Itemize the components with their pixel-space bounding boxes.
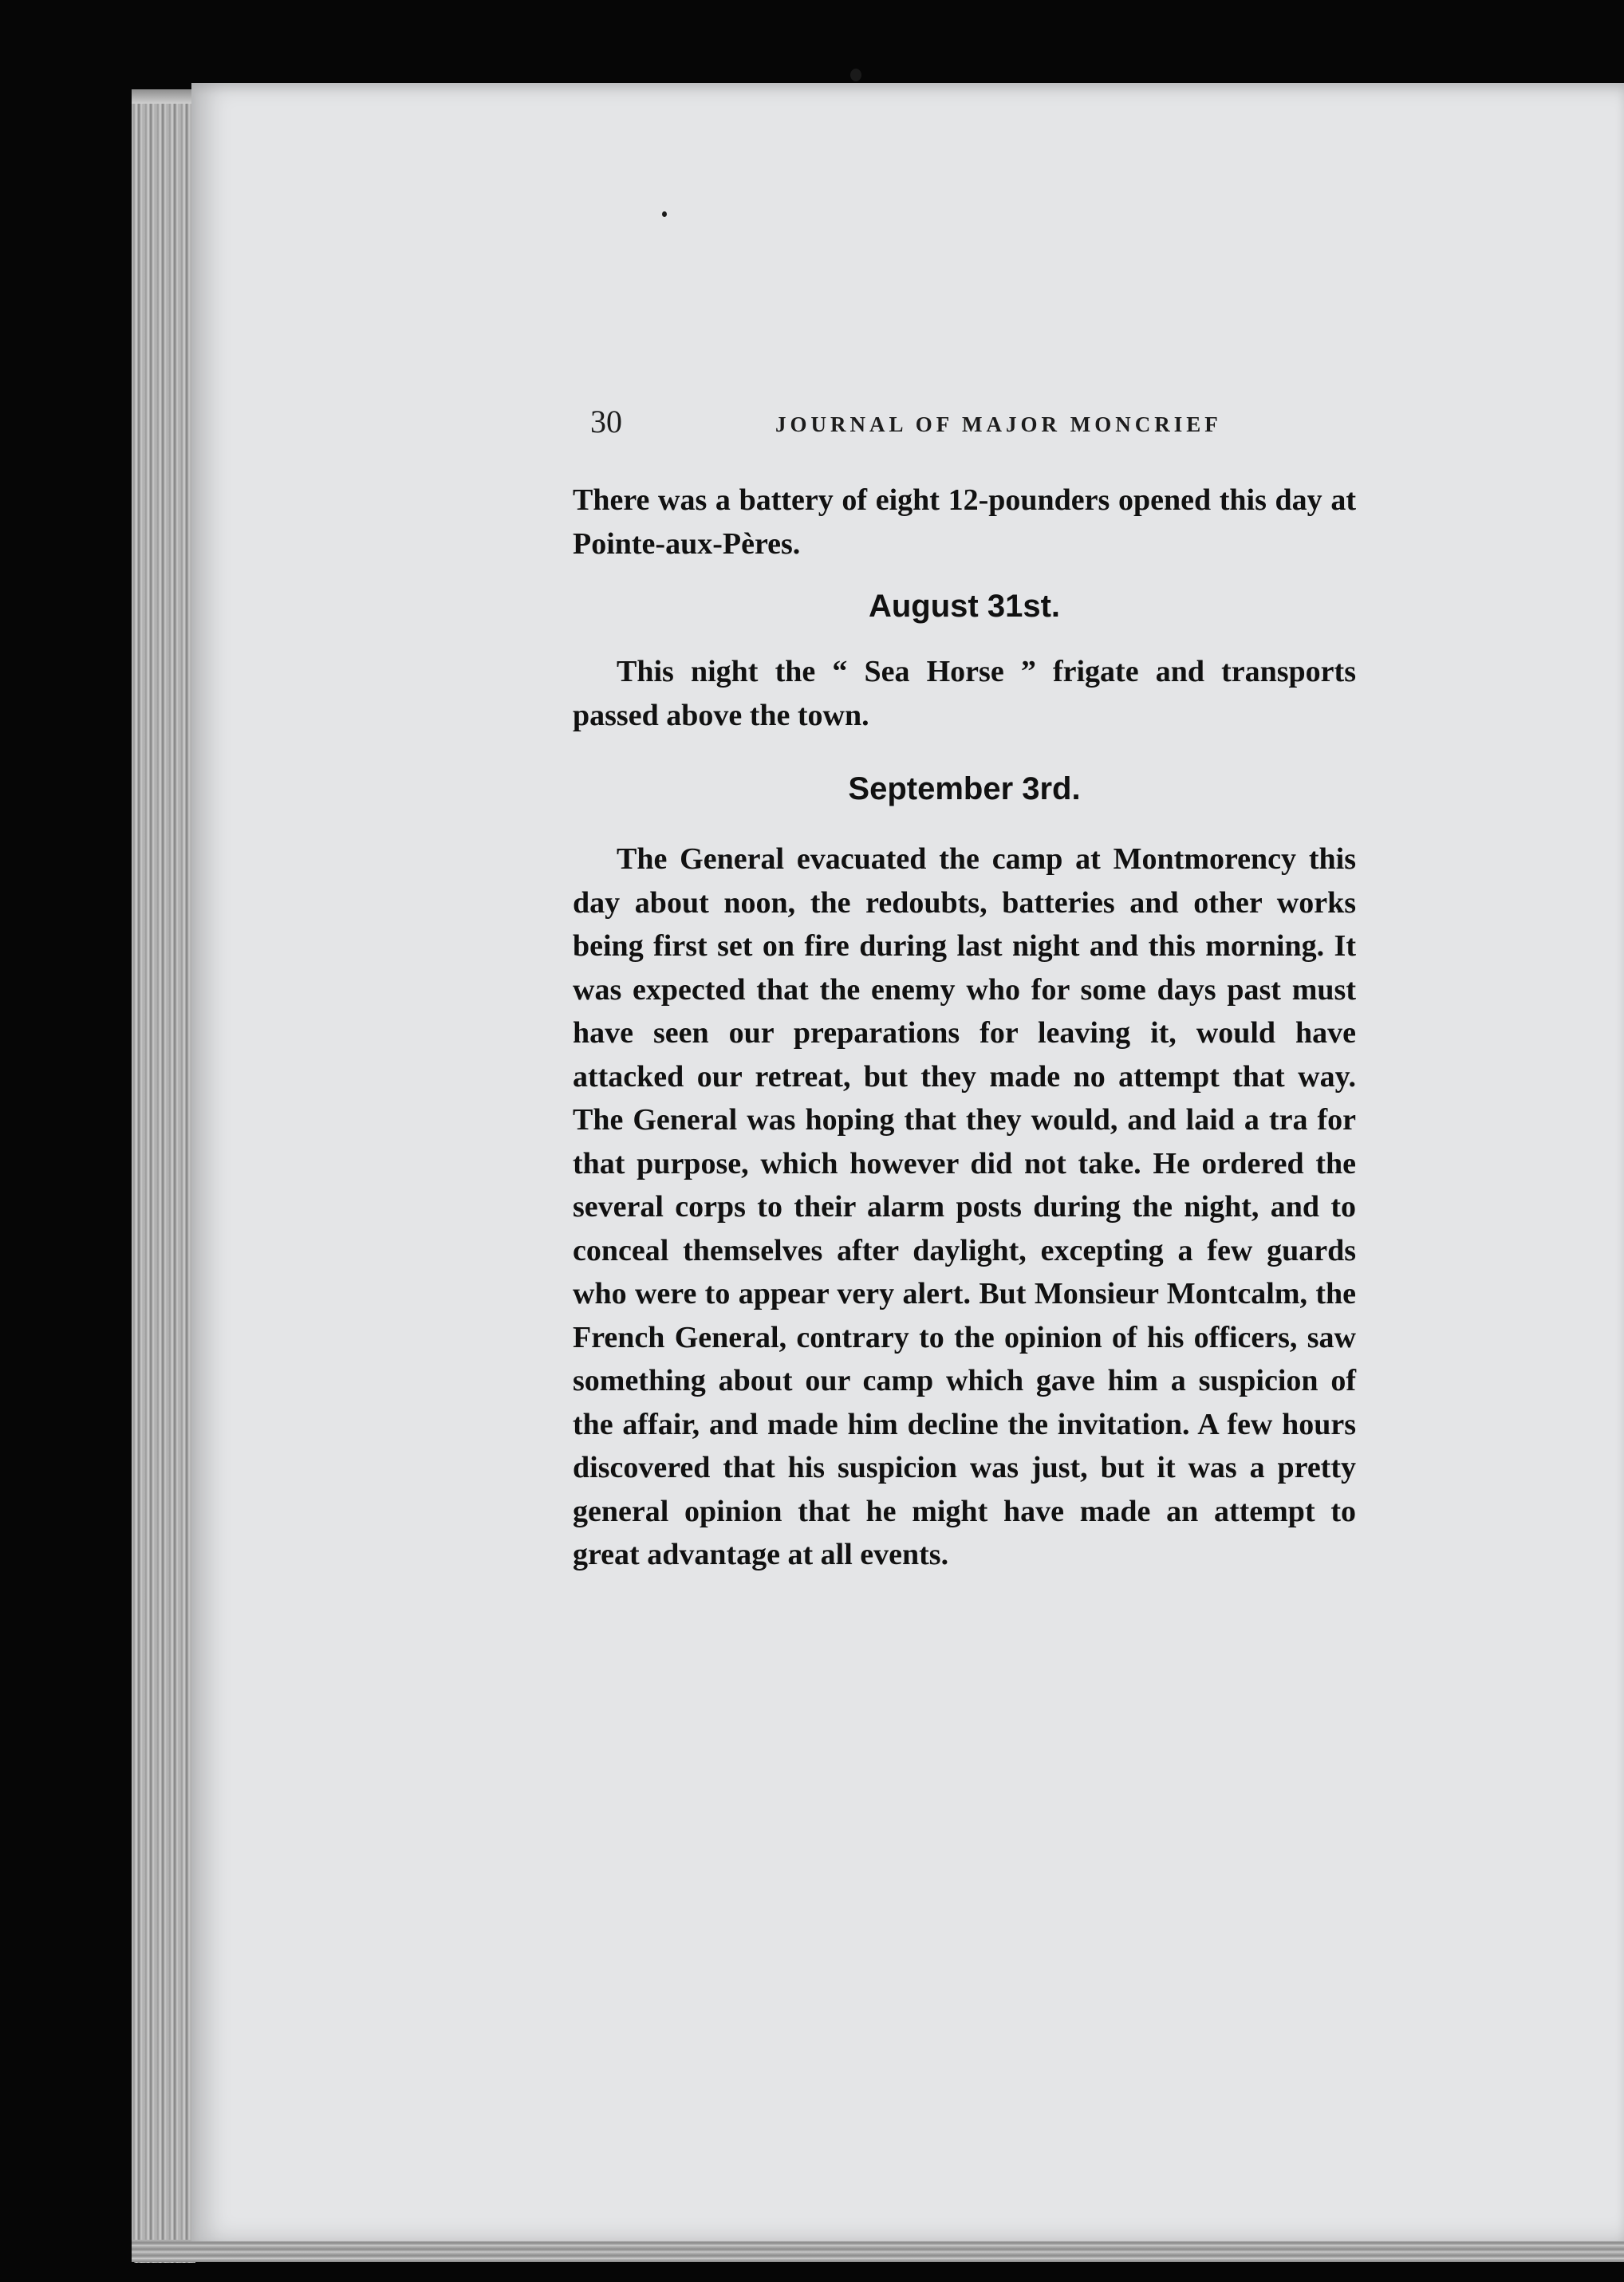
- dust-speck: [850, 69, 861, 81]
- book-page-edges-bottom: [132, 2240, 1624, 2262]
- date-heading: August 31st.: [868, 589, 1061, 624]
- dust-speck: [662, 211, 667, 217]
- running-head: JOURNAL OF MAJOR MONCRIEF: [775, 412, 1222, 436]
- journal-text: [573, 479, 1356, 1577]
- entry-paragraph: This night the “ Sea Horse ” frigate and transports passed above the town.: [573, 655, 1356, 732]
- page-header: [590, 403, 1356, 443]
- entry-paragraph: There was a battery of eight 12-pounders opened this day at Pointe-aux-Pères.: [573, 483, 1356, 561]
- entry-paragraph: The General evacuated the camp at Montmorency this day about noon, the redoubts, batteries and other works being first set on fire during last night and this morning. It was expected that the enemy who for some days past must have seen our preparations for leaving it, would have attacked our retreat, but they made no attempt that way. The General was hoping that they would, and laid a tra for that purpose, which however did not take. He ordered the several corps to their alarm posts during the night, and to conceal themselves after daylight, excepting a few guards who were to appear very alert. But Monsieur Montcalm, the French General, contrary to the opinion of his officers, saw something about our camp which gave him a suspicion of the affair, and made him decline the invitation. A few hours discovered that his suspicion was just, but it was a pretty general opinion that he might have made an attempt to great advantage at all events.: [573, 842, 1356, 1571]
- date-heading: September 3rd.: [848, 771, 1081, 806]
- book-page-edges-left: [132, 89, 195, 2263]
- page-number: 30: [590, 404, 622, 439]
